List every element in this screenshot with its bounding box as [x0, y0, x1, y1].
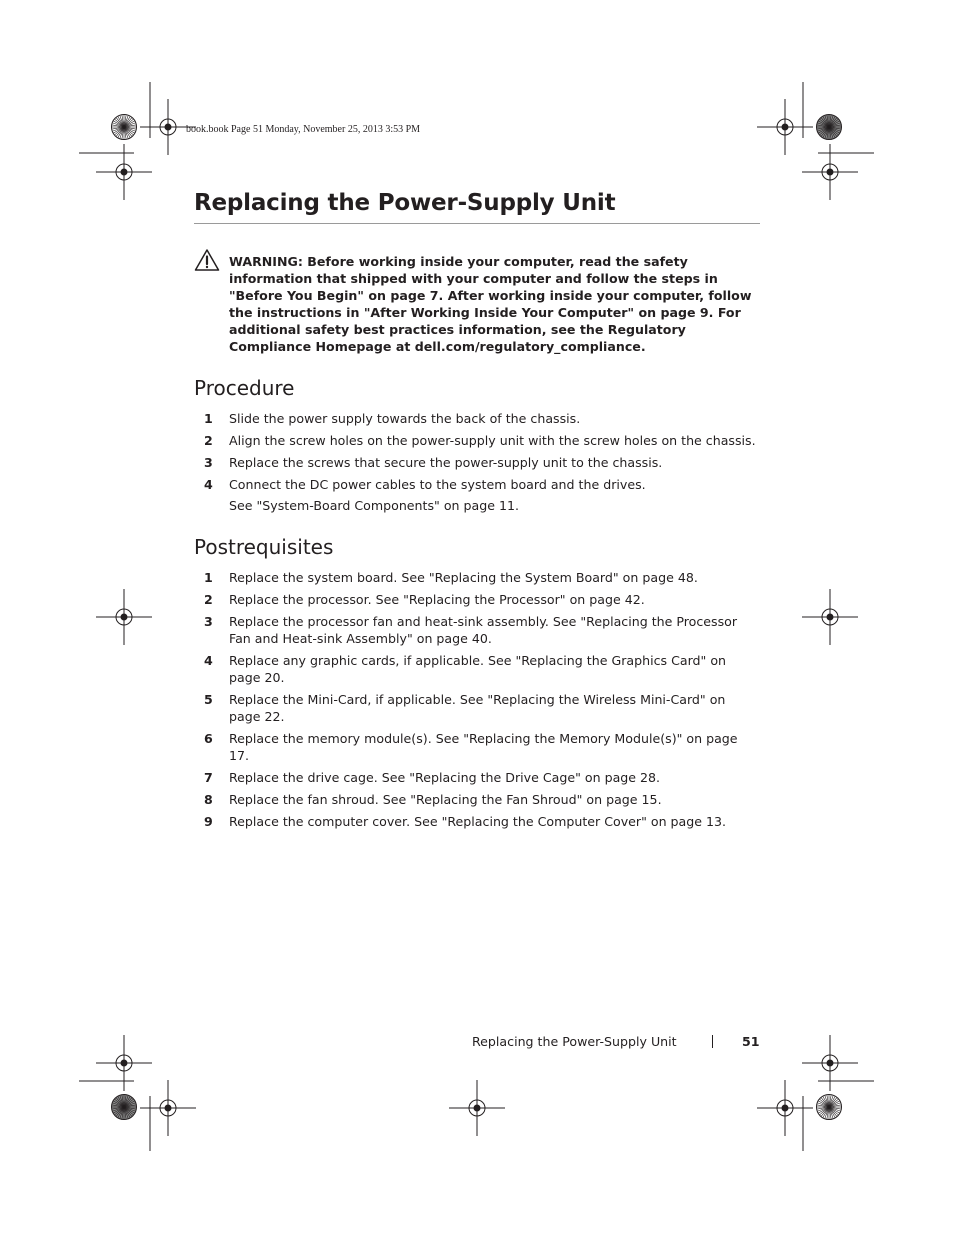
step-number: 7: [204, 770, 213, 785]
warning-text: WARNING: Before working inside your computer, read the safety information that shipped with your computer and follow the steps in "Before You Begin" on page 7. After working inside your computer, follow the instructions in "After Working Inside Your Computer" on page 9. For additional safety best practices information, see the Regulatory Compliance Homepage at dell.com/regulatory_compliance.: [229, 254, 752, 354]
step-text: Replace any graphic cards, if applicable. See "Replacing the Graphics Card" on page 20.: [229, 653, 727, 685]
procedure-heading: Procedure: [194, 376, 295, 400]
step-text: Replace the Mini-Card, if applicable. See "Replacing the Wireless Mini-Card" on page 22.: [229, 692, 726, 724]
step-number: 2: [204, 592, 213, 607]
registration-target-icon: [96, 589, 152, 645]
title-rule: [194, 223, 760, 224]
procedure-step: [194, 432, 764, 449]
footer-separator: [712, 1035, 713, 1048]
page-title: Replacing the Power-Supply Unit: [194, 190, 616, 216]
step-text: Replace the fan shroud. See "Replacing the Fan Shroud" on page 15.: [229, 792, 662, 807]
procedure-steps: [194, 410, 764, 493]
step-number: 5: [204, 692, 213, 707]
registration-target-icon: [757, 1080, 813, 1136]
postrequisites-steps: [194, 569, 760, 830]
step-number: 3: [204, 614, 213, 629]
procedure-step: [194, 454, 764, 471]
registration-target-icon: [449, 1080, 505, 1136]
step-number: 4: [204, 477, 213, 492]
postrequisite-step: [194, 813, 760, 830]
warning-triangle-icon: [194, 248, 220, 272]
registration-target-icon: [802, 144, 858, 200]
postrequisite-step: [194, 613, 760, 647]
page-number: 51: [742, 1034, 760, 1049]
step-text: Slide the power supply towards the back of the chassis.: [229, 411, 581, 426]
registration-rosette-icon: [112, 115, 137, 140]
step-text: Connect the DC power cables to the system board and the drives.: [229, 477, 646, 492]
step-number: 9: [204, 814, 213, 829]
procedure-note: See "System-Board Components" on page 11.: [229, 498, 520, 513]
step-number: 2: [204, 433, 213, 448]
postrequisites-heading: Postrequisites: [194, 535, 334, 559]
step-number: 4: [204, 653, 213, 668]
step-number: 1: [204, 411, 213, 426]
registration-target-icon: [140, 1080, 196, 1136]
postrequisite-step: [194, 730, 760, 764]
step-text: Replace the system board. See "Replacing the System Board" on page 48.: [229, 570, 698, 585]
step-number: 6: [204, 731, 213, 746]
step-text: Replace the drive cage. See "Replacing the Drive Cage" on page 28.: [229, 770, 661, 785]
registration-target-icon: [802, 589, 858, 645]
procedure-step: [194, 410, 764, 427]
registration-rosette-icon: [817, 115, 842, 140]
postrequisite-step: [194, 569, 760, 586]
step-text: Replace the processor. See "Replacing the Processor" on page 42.: [229, 592, 645, 607]
postrequisite-step: [194, 791, 760, 808]
footer-chapter-title: Replacing the Power-Supply Unit: [472, 1034, 677, 1049]
step-number: 3: [204, 455, 213, 470]
registration-rosette-icon: [817, 1095, 842, 1120]
postrequisite-step: [194, 652, 760, 686]
step-number: 8: [204, 792, 213, 807]
registration-target-icon: [96, 1035, 152, 1091]
step-text: Replace the screws that secure the power-supply unit to the chassis.: [229, 455, 663, 470]
registration-target-icon: [757, 99, 813, 155]
procedure-step: [194, 476, 764, 493]
step-text: Replace the computer cover. See "Replacing the Computer Cover" on page 13.: [229, 814, 727, 829]
step-text: Replace the memory module(s). See "Replacing the Memory Module(s)" on page 17.: [229, 731, 738, 763]
registration-rosette-icon: [112, 1095, 137, 1120]
postrequisite-step: [194, 691, 760, 725]
postrequisite-step: [194, 591, 760, 608]
step-text: Align the screw holes on the power-supply unit with the screw holes on the chassis.: [229, 433, 756, 448]
step-number: 1: [204, 570, 213, 585]
step-text: Replace the processor fan and heat-sink assembly. See "Replacing the Processor Fan and Heat-sink Assembly" on page 40.: [229, 614, 738, 646]
registration-target-icon: [802, 1035, 858, 1091]
print-header: book.book Page 51 Monday, November 25, 2013 3:53 PM: [186, 124, 421, 135]
registration-target-icon: [96, 144, 152, 200]
postrequisite-step: [194, 769, 760, 786]
